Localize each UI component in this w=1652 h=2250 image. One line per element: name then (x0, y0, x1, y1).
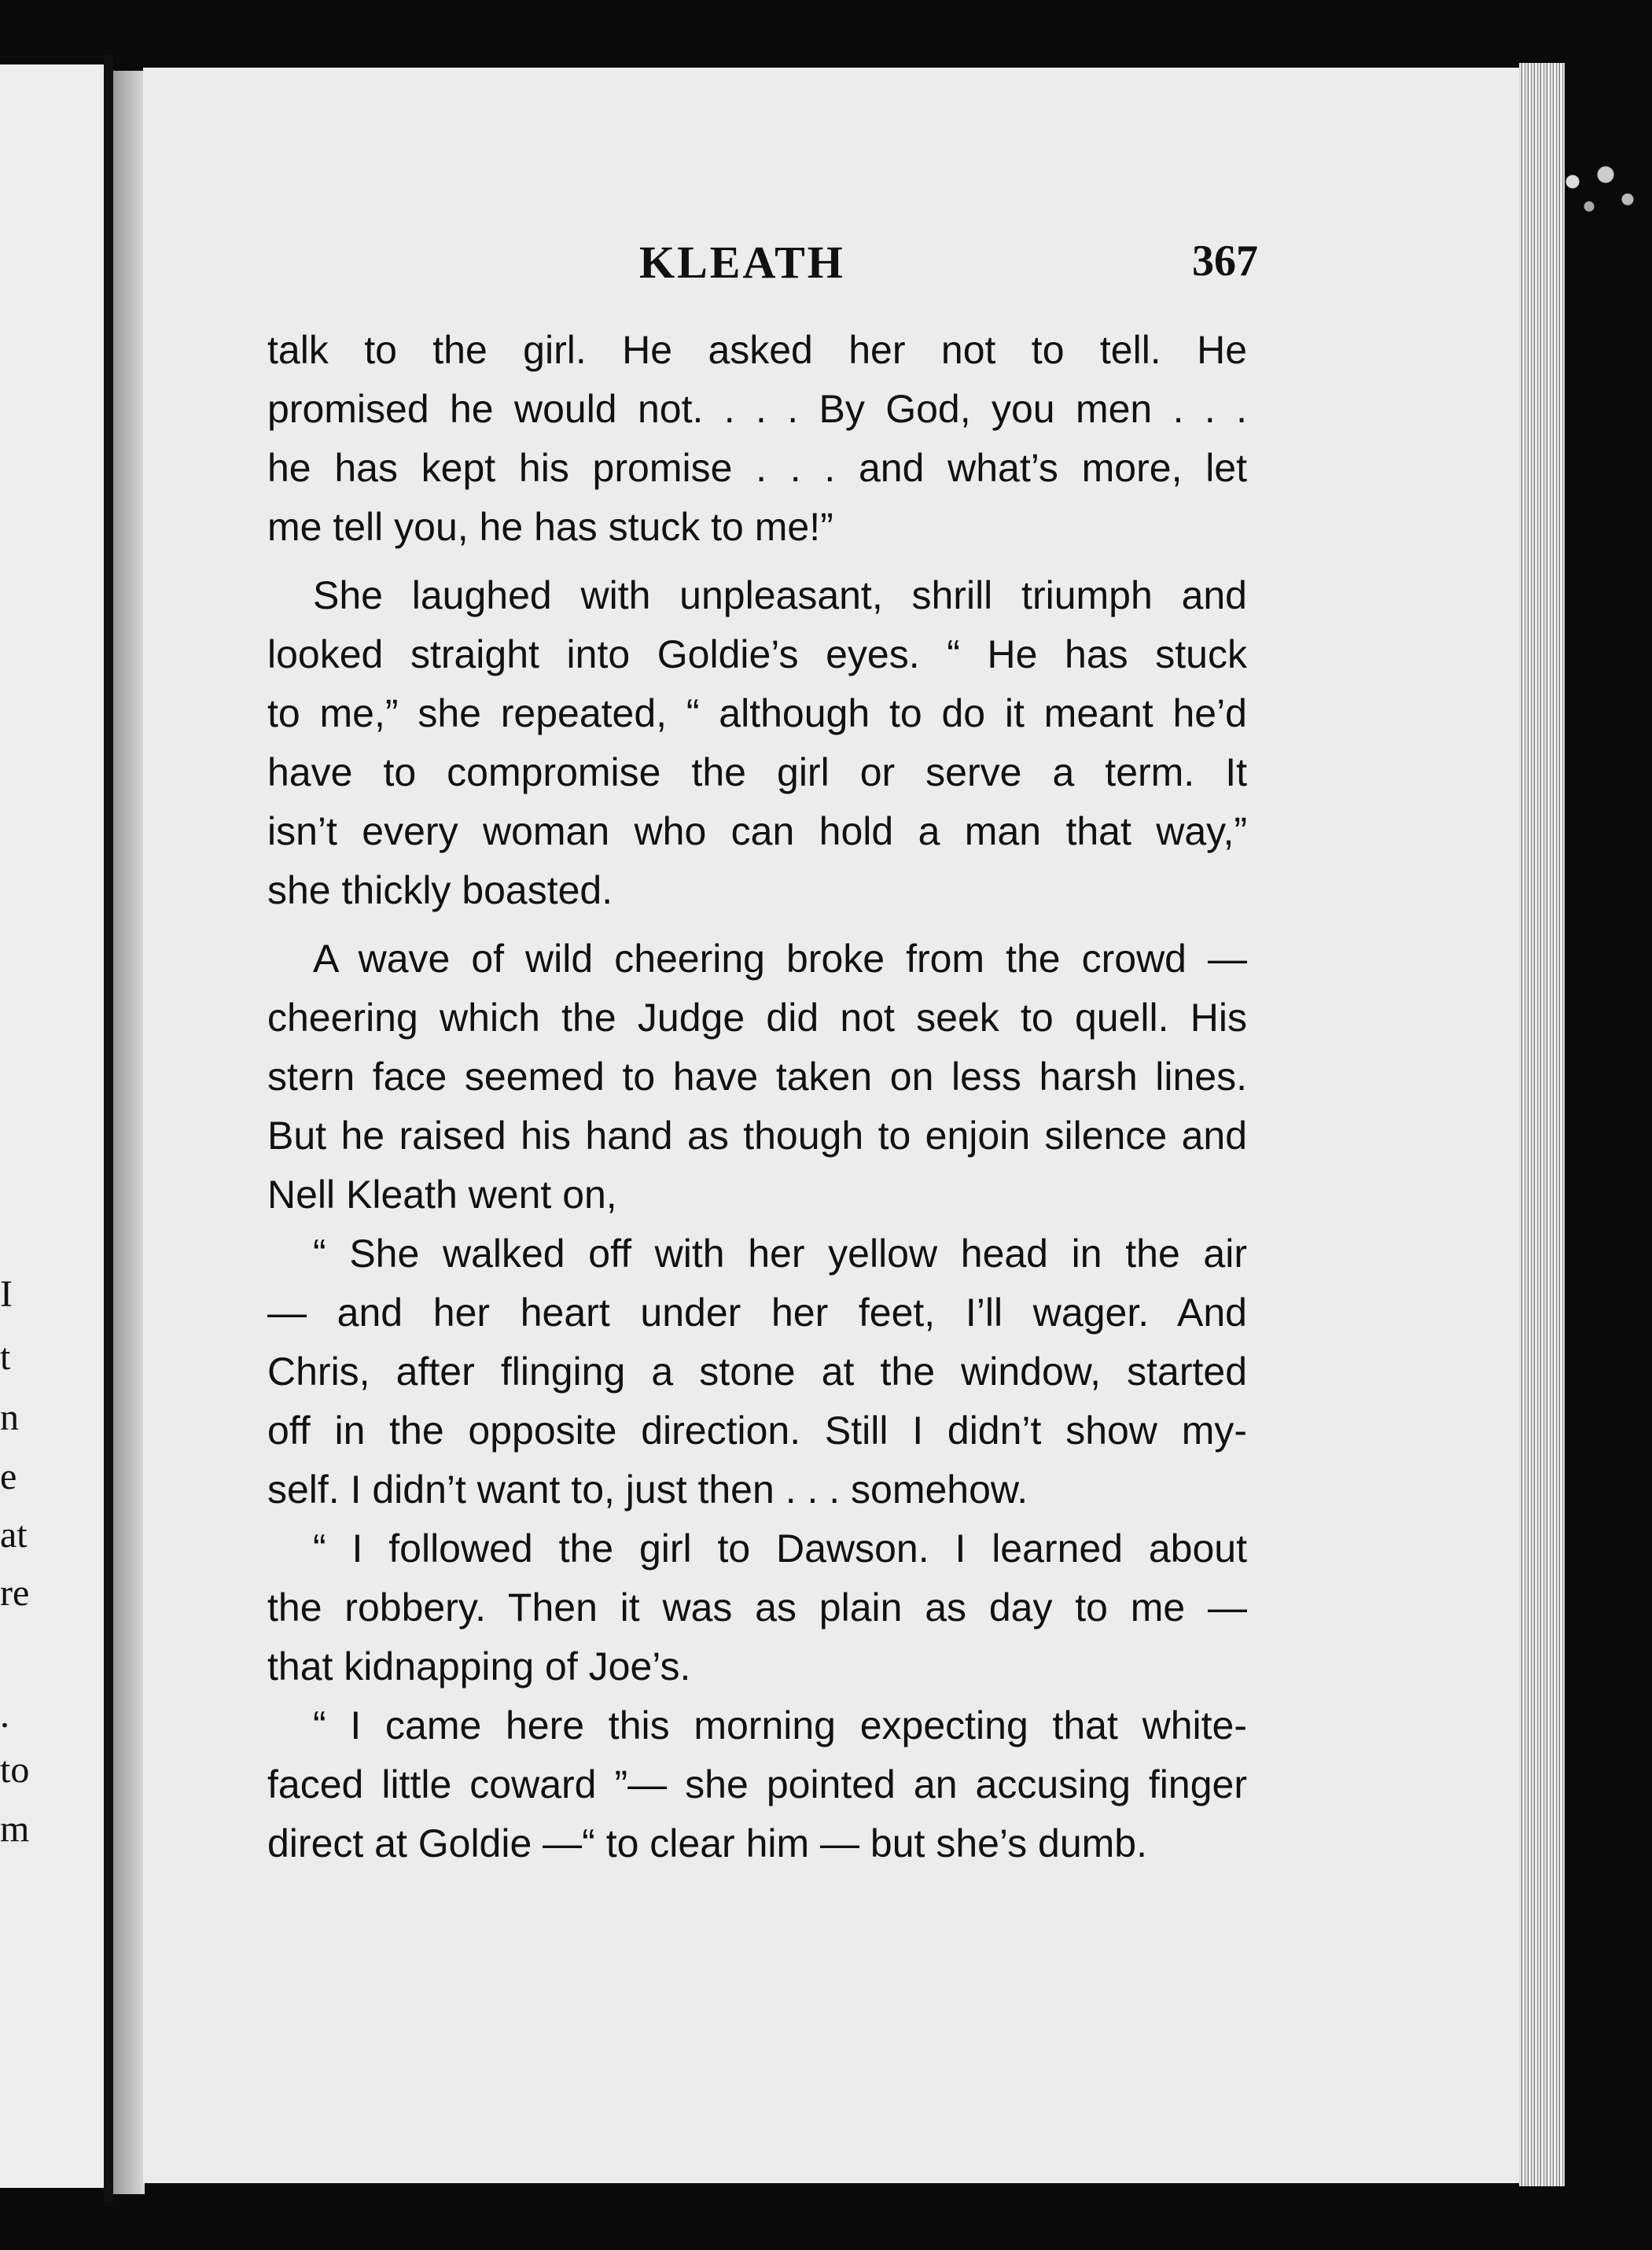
left-page-fragment: . (0, 1694, 9, 1736)
text-line: to me,” she repeated, “ although to do it meant he’d (267, 691, 1247, 735)
text-line: cheering which the Judge did not seek to quell. His (267, 996, 1247, 1040)
text-line: faced little coward ”— she pointed an accusing finger (267, 1762, 1247, 1806)
running-head (267, 236, 1258, 299)
left-page (0, 64, 104, 2188)
left-page-fragment: at (0, 1514, 28, 1556)
left-page-fragment: t (0, 1336, 11, 1378)
text-line: have to compromise the girl or serve a term. It (267, 750, 1247, 794)
text-line: — and her heart under her feet, I’ll wager. And (267, 1291, 1247, 1335)
left-page-fragment: e (0, 1456, 17, 1497)
text-line: he has kept his promise . . . and what’s more, let (267, 446, 1247, 490)
left-page-fragment: m (0, 1808, 30, 1850)
body-text (267, 321, 1247, 1873)
book-gutter (104, 55, 113, 2202)
left-page-fragment: n (0, 1397, 19, 1438)
text-line: A wave of wild cheering broke from the crowd — (313, 937, 1247, 981)
text-line: isn’t every woman who can hold a man that way,” (267, 809, 1247, 853)
page-edges (1519, 63, 1565, 2186)
text-line: self. I didn’t want to, just then . . . somehow. (267, 1467, 1028, 1512)
text-line: that kidnapping of Joe’s. (267, 1644, 691, 1688)
text-line: talk to the girl. He asked her not to tell. He (267, 328, 1247, 372)
left-page-fragment: to (0, 1749, 30, 1791)
scan-speckle (1540, 153, 1650, 224)
text-line: she thickly boasted. (267, 868, 613, 912)
paragraph-gap (267, 557, 1247, 566)
gutter-shadow (113, 71, 145, 2194)
text-line: direct at Goldie —“ to clear him — but she’s dumb. (267, 1821, 1147, 1865)
text-line: She laughed with unpleasant, shrill triumph and (313, 573, 1247, 617)
page-number: 367 (1192, 237, 1258, 285)
text-line: “ I followed the girl to Dawson. I learned about (313, 1526, 1247, 1571)
text-line: promised he would not. . . . By God, you men . . . (267, 387, 1247, 431)
text-line: stern face seemed to have taken on less harsh lines. (267, 1055, 1247, 1099)
text-line: Nell Kleath went on, (267, 1173, 617, 1217)
left-page-fragment: I (0, 1273, 13, 1315)
text-line: looked straight into Goldie’s eyes. “ He has stuck (267, 632, 1247, 676)
running-title: KLEATH (639, 237, 845, 288)
text-line: Chris, after flinging a stone at the window, started (267, 1350, 1247, 1394)
text-line: the robbery. Then it was as plain as day to me — (267, 1585, 1247, 1630)
paragraph-gap (267, 920, 1247, 930)
text-line: But he raised his hand as though to enjoin silence and (267, 1114, 1247, 1158)
text-line: me tell you, he has stuck to me!” (267, 505, 833, 549)
text-line: “ I came here this morning expecting that white- (313, 1703, 1247, 1747)
text-line: “ She walked off with her yellow head in the air (313, 1232, 1247, 1276)
text-line: off in the opposite direction. Still I didn’t show my- (267, 1409, 1247, 1453)
left-page-fragment: re (0, 1572, 30, 1614)
